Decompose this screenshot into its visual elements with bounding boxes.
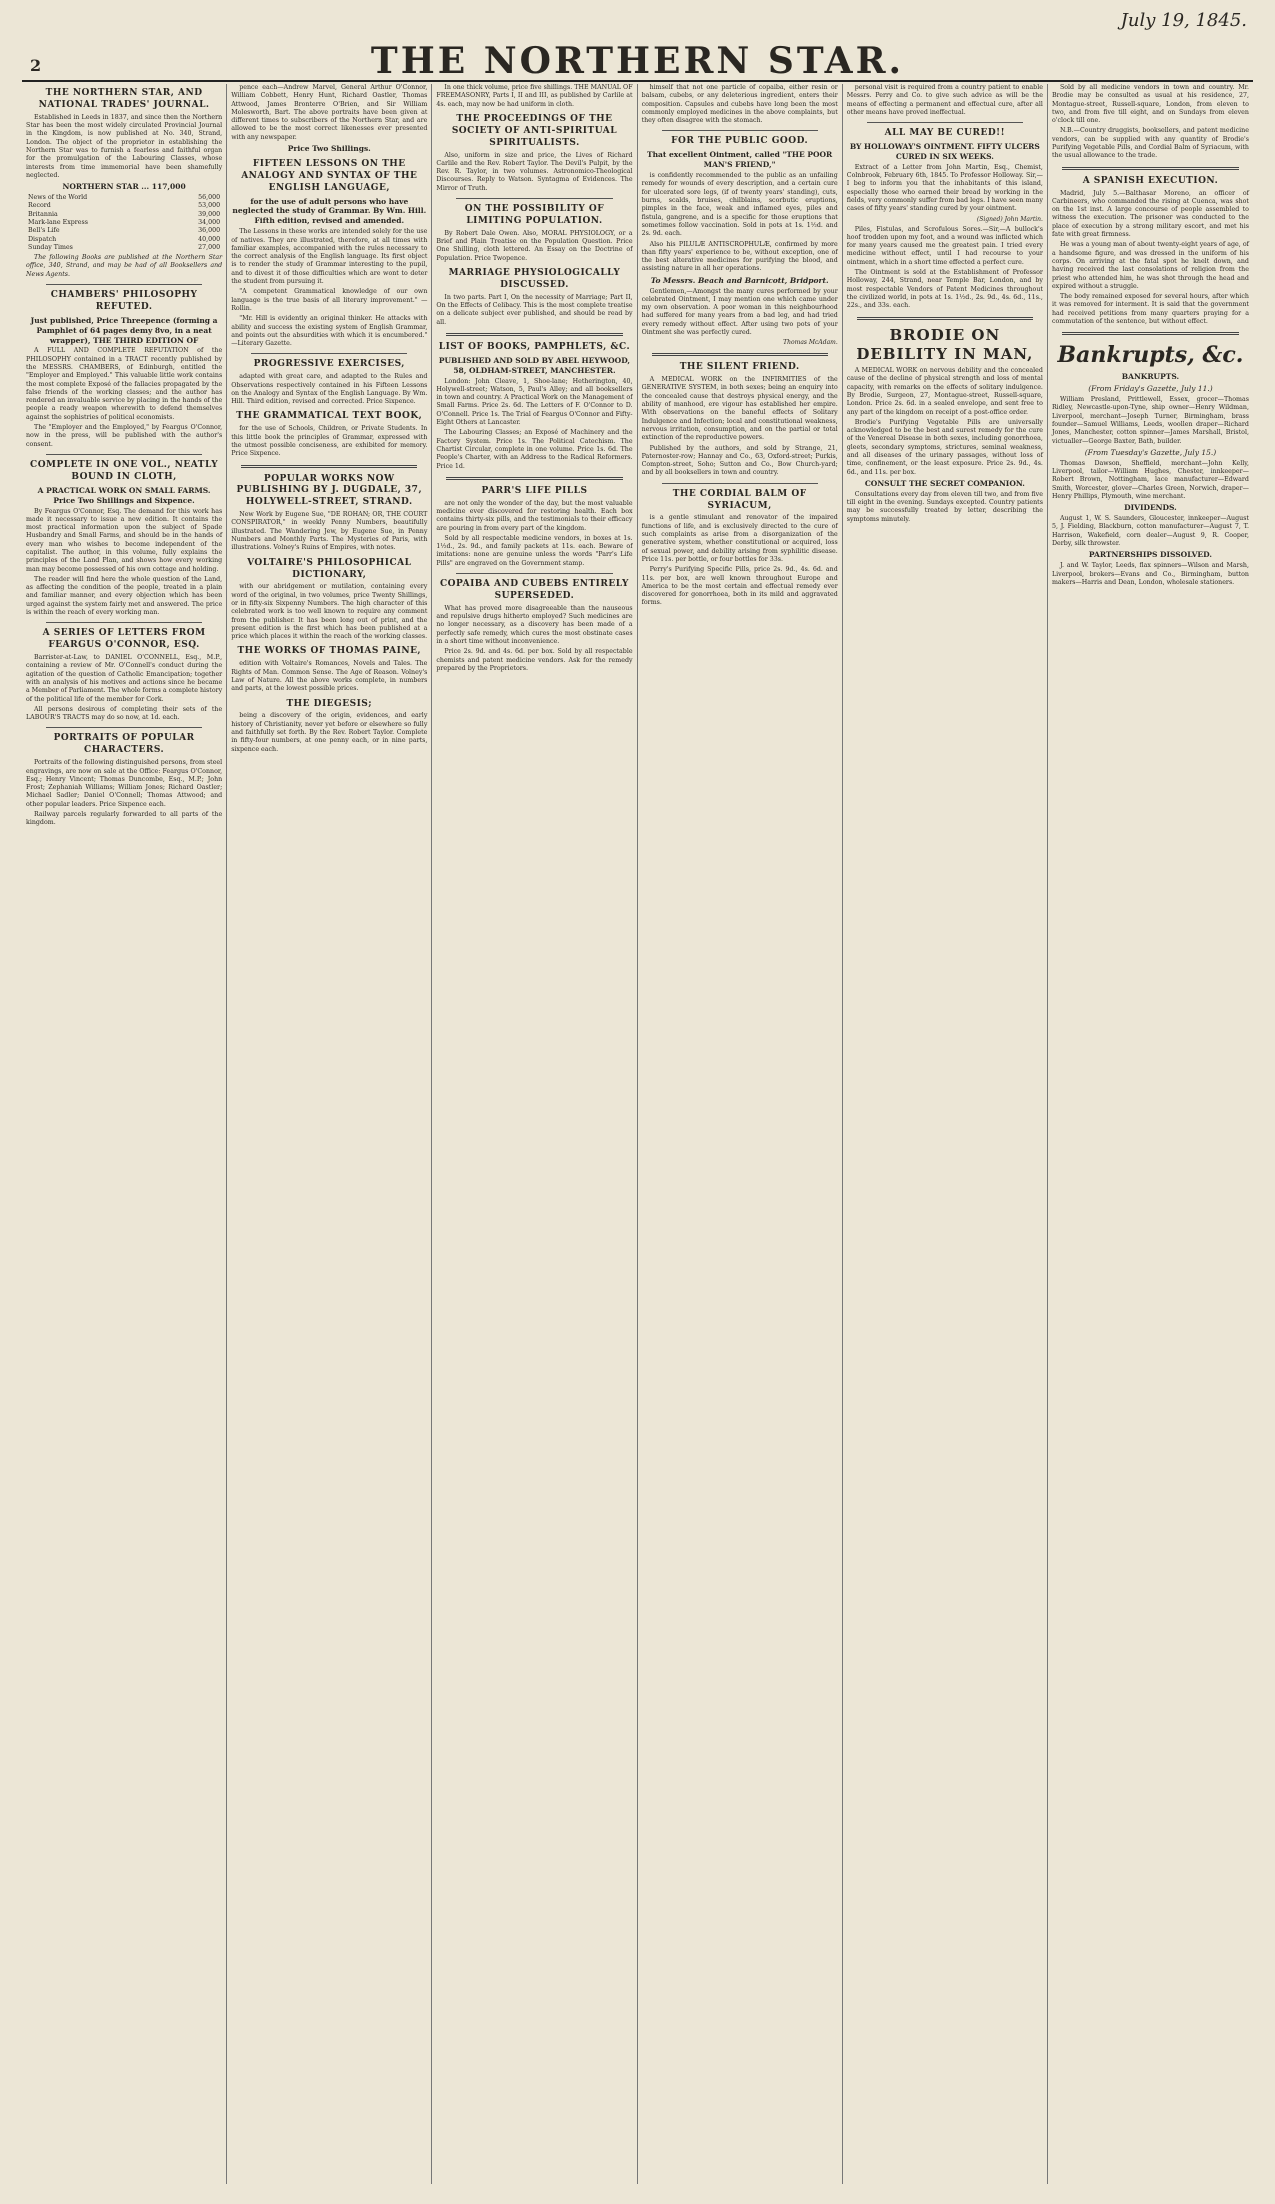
cordial-balm-heading: THE CORDIAL BALM OF SYRIACUM, <box>672 488 807 511</box>
circulation-note: The following Books are published at the Northern Star office, 340, Strand, and may be had of all Booksellers and News Agents. <box>26 254 223 278</box>
holloway-heading: ALL MAY BE CURED!! <box>884 128 1006 139</box>
column-5-opening: personal visit is required from a country patient to enable Messrs. Perry and Co. to give such advice as will be the means of effecting a permanent and effectual cure, after all other means have proved ineffectual. <box>846 84 1043 116</box>
table-row: Record 53,000 <box>28 202 221 210</box>
divider <box>456 198 612 199</box>
brodie-heading: BRODIE ON DEBILITY IN MAN, <box>856 325 1034 364</box>
chambers-advert <box>26 290 222 449</box>
copaiba-body: What has proved more disagreeable than the nauseous and repulsive drugs hitherto employed? Such medicines are no longer necessary, as a discovery has been made of a perfectly safe remedy, which cures the most obstinate cases in a short time without inconvenience. <box>436 604 633 645</box>
diegesis-heading: THE DIEGESIS; <box>286 698 373 709</box>
small-farms-advert <box>26 460 222 617</box>
testimonial-heading: To Messrs. Beach and Barnicott, Bridport. <box>650 275 829 285</box>
marriage-heading: MARRIAGE PHYSIOLOGICALLY DISCUSSED. <box>448 267 621 290</box>
bankrupts-list: William Presland, Prittlewell, Essex, grocer—Thomas Ridley, Newcastle-upon-Tyne, ship owner—Henry Wildman, Liverpool, merchant—Joseph Turner, Birmingham, brass founder—Samuel Williams, Leeds, woollen draper—Richard Jones, Manchester, cotton spinner—James Marshall, Bristol, victualler—George Baxter, Bath, builder. <box>1051 396 1249 445</box>
perry-continued <box>847 84 1043 117</box>
columns <box>22 84 1253 2184</box>
small-farms-body: By Feargus O'Connor, Esq. The demand for this work has made it necessary to issue a new edition. It contains the most practical information upon the subject of Spade Husbandry and Small Farms, and should be in the hands of every man who wishes to become independent of the capitalist. The author, in this volume, fully explains the principles of the Land Plan, and shows how every working man may become possessed of his own cottage and holding. <box>26 507 223 573</box>
circulation-table <box>26 194 222 252</box>
divider <box>652 353 828 356</box>
paine-heading: THE WORKS OF THOMAS PAINE, <box>237 646 422 657</box>
bankrupts-section <box>1052 341 1249 587</box>
chambers-sub: Just published, Price Threepence (forming a Pamphlet of 64 pages demy 8vo, in a neat wrapper), THE THIRD EDITION OF <box>30 315 218 345</box>
portraits-advert <box>26 733 222 827</box>
popular-works-body: New Work by Eugene Sue, "DE ROHAN; OR, THE COURT CONSPIRATOR," in weekly Penny Numbers, beautifully illustrated. The Wandering Jew, by Eugene Sue, in Penny Numbers and Monthly Parts. The Mysteries of Paris, with illustrations. Volney's Ruins of Empires, with notes. <box>231 511 428 552</box>
marriage-advert <box>436 268 632 327</box>
exercises-body: adapted with great care, and adapted to the Rules and Observations respectively contained in his Fifteen Lessons on the Analogy and Syntax of the English Language. By Wm. Hill. Third edition, revised and corrected. Price Sixpence. <box>231 373 428 406</box>
bankrupts-source-2: (From Tuesday's Gazette, July 15.) <box>1084 447 1217 457</box>
population-heading: ON THE POSSIBILITY OF LIMITING POPULATION. <box>464 204 605 226</box>
partnerships-heading: PARTNERSHIPS DISSOLVED. <box>1088 550 1212 560</box>
paine-advert <box>231 646 427 693</box>
society-body: Also, uniform in size and price, the Lives of Richard Carlile and the Rev. Robert Taylor. The Devil's Pulpit, by the Rev. R. Taylor, in two volumes. Astronomico-Theological Discourses. Reply to Watson. Syntagma of Evidences. The Mirror of Truth. <box>436 151 633 192</box>
column-1 <box>22 84 227 2184</box>
spanish-execution-body: Madrid, July 5.—Balthasar Moreno, an officer of Carbineers, who commanded the rising at Cuenca, was shot on the 1st inst. A large concourse of people assembled to witness the execution. The prisoner was conducted to the place of execution by a strong military escort, and met his fate with great firmness. <box>1051 189 1249 239</box>
divider <box>46 284 202 285</box>
letters-body-2: All persons desirous of completing their sets of the LABOUR'S TRACTS may do so now, at 1d. each. <box>26 705 223 722</box>
spanish-execution-heading: A SPANISH EXECUTION. <box>1082 175 1219 186</box>
column-5 <box>843 84 1048 2184</box>
column-3 <box>432 84 637 2184</box>
small-farms-sub: A PRACTICAL WORK ON SMALL FARMS. Price Two Shillings and Sixpence. <box>37 485 211 505</box>
book-list-body-2: The Labouring Classes; an Exposé of Machinery and the Factory System. Price 1s. The Political Catechism. The Chartist Circular, complete in one volume. Price 1s. 6d. The People's Charter, with an Address to the Radical Reformers. Price 1d. <box>436 429 633 470</box>
grammar-heading: FIFTEEN LESSONS ON THE ANALOGY AND SYNTAX OF THE ENGLISH LANGUAGE, <box>241 158 418 193</box>
divider <box>867 122 1023 123</box>
public-good-sub: That excellent Ointment, called "THE POOR MAN'S FRIEND," <box>647 150 833 170</box>
brodie-consult: CONSULT THE SECRET COMPANION. <box>864 478 1025 488</box>
book-list-body: London: John Cleave, 1, Shoe-lane; Hetherington, 40, Holywell-street; Watson, 5, Paul's Alley; and all booksellers in town and country. A Practical Work on the Management of Small Farms. Price 2s. 6d. The Letters of F. O'Connor to D. O'Connell. Price 1s. The Trial of Feargus O'Connor and Fifty-Eight Others at Lancaster. <box>436 377 633 427</box>
divider <box>662 130 818 131</box>
divider <box>46 454 202 455</box>
divider <box>857 317 1033 320</box>
column-4-opening: himself that not one particle of copaiba, either resin or balsam, cubebs, or any deleterious ingredient, enters their composition. Capsules and cubebs have long been the most commonly employed medicines in the above complaints, but they often disagree with the stomach. <box>641 84 838 125</box>
population-body: By Robert Dale Owen. Also, MORAL PHYSIOLOGY, or a Brief and Plain Treatise on the Population Question. Price One Shilling, cloth lettered. An Essay on the Doctrine of Population. Price Twopence. <box>436 229 633 262</box>
bankrupts-subheading: BANKRUPTS. <box>1121 372 1180 382</box>
column-3-opening: In one thick volume, price five shillings. THE MANUAL OF FREEMASONRY, Parts I, II and III, as published by Carlile at 4s. each, may now be had uniform in cloth. <box>436 84 633 108</box>
bankrupts-source: (From Friday's Gazette, July 11.) <box>1088 384 1213 394</box>
grammar-text-heading: THE GRAMMATICAL TEXT BOOK, <box>236 411 423 422</box>
column-4 <box>638 84 843 2184</box>
holloway-body-2: Piles, Fistulas, and Scrofulous Sores.—Sir,—A bullock's hoof trodden upon my foot, and a wound was inflicted which for many years caused me the greatest pain. I tried every medicine without effect, until I had recourse to your ointment, which in a short time effected a perfect cure. <box>846 225 1043 266</box>
copaiba-advert <box>436 579 632 673</box>
divider <box>241 465 417 468</box>
portraits-continued <box>231 84 427 154</box>
column-6 <box>1048 84 1253 2184</box>
copaiba-continued <box>642 84 838 125</box>
partnerships-list: J. and W. Taylor, Leeds, flax spinners—Wilson and Marsh, Liverpool, brokers—Evans and Co., Birmingham, button makers—Harris and Dean, London, wholesale stationers. <box>1051 562 1249 586</box>
voltaire-body: with our abridgement or mutilation, containing every word of the original, in two volumes, price Twenty Shillings, or in fifty-six Sixpenny Numbers. The high character of this celebrated work is too well known to require any comment from the publisher. It has been long out of print, and the present edition is the first which has been published at a price which places it within the reach of the working classes. <box>231 583 428 641</box>
grammar-text-body: for the use of Schools, Children, or Private Students. In this little book the principles of Grammar, expressed with the utmost possible conciseness, are exhibited for memory. Price Sixpence. <box>231 425 428 458</box>
letters-heading: A SERIES OF LETTERS FROM FEARGUS O'CONNOR, ESQ. <box>42 628 206 651</box>
divider <box>251 353 407 354</box>
newspaper-title: THE NORTHERN STAR. <box>370 40 905 82</box>
public-good-body: is confidently recommended to the public as an unfailing remedy for wounds of every description, and a certain cure for ulcerated sore legs, (if of twenty years' standing), cuts, burns, scalds, bruises, chilblains, scorbutic eruptions, pimples in the face, weak and inflamed eyes, piles and fistula, gangrene, and is a specific for those eruptions that sometimes follow vaccination. Sold in pots at 1s. 1½d. and 2s. 9d. each. <box>641 172 838 238</box>
portraits-note: Railway parcels regularly forwarded to all parts of the kingdom. <box>26 811 223 827</box>
public-good-heading: FOR THE PUBLIC GOOD. <box>671 136 809 147</box>
grammar-advert <box>231 159 427 348</box>
portraits-heading: PORTRAITS OF POPULAR CHARACTERS. <box>53 733 195 756</box>
small-farms-body-2: The reader will find here the whole question of the Land, as affecting the condition of the people, treated in a plain and familiar manner, and every objection which has been urged against the system fairly met and answered. The price is within the reach of every working man. <box>26 575 223 617</box>
spanish-execution-body-2: He was a young man of about twenty-eight years of age, of a handsome figure, and was dressed in the uniform of his corps. On arriving at the fatal spot he knelt down, and having received the last consolations of religion from the priest who attended him, he was shot through the head and expired without a struggle. <box>1051 241 1249 290</box>
copaiba-heading: COPAIBA AND CUBEBS ENTIRELY SUPERSEDED. <box>440 579 629 601</box>
holloway-body-3: The Ointment is sold at the Establishment of Professor Holloway, 244, Strand, near Temple Bar, London, and by most respectable Vendors of Patent Medicines throughout the civilized world, in pots at 1s. 1½d., 2s. 9d., 4s. 6d., 11s., 22s., and 33s. each. <box>846 269 1043 310</box>
holloway-sub: BY HOLLOWAY'S OINTMENT. FIFTY ULCERS CURED IN SIX WEEKS. <box>849 142 1040 161</box>
testimonial-body: Gentlemen,—Amongst the many cures performed by your celebrated Ointment, I may mention one which came under my own observation. A poor woman in this neighbourhood had suffered for many years from a bad leg, and had tried every remedy without effect. After using two pots of your Ointment she was perfectly cured. <box>641 287 838 337</box>
column-6-opening-2: N.B.—Country druggists, booksellers, and patent medicine vendors, can be supplied with any quantity of Brodie's Purifying Vegetable Pills, and Cordial Balm of Syriacum, with the usual allowance to the trade. <box>1051 127 1249 160</box>
society-heading: THE PROCEEDINGS OF THE SOCIETY OF ANTI-SPIRITUAL SPIRITUALISTS. <box>451 113 618 148</box>
spanish-execution-body-3: The body remained exposed for several hours, after which it was removed for interment. It is said that the government had received petitions from many quarters praying for a commutation of the sentence, but without effect. <box>1051 293 1249 325</box>
society-advert <box>436 114 632 193</box>
freemasonry-advert <box>436 84 632 109</box>
journal-notice <box>26 88 222 279</box>
divider <box>46 727 202 728</box>
brodie-body-2: Brodie's Purifying Vegetable Pills are universally acknowledged to be the best and surest remedy for the cure of the Venereal Disease in both sexes, including gonorrhoea, gleets, secondary symptoms, strictures, seminal weakness, and all diseases of the urinary passages, without loss of time, confinement, or the least exposure. Price 2s. 9d., 4s. 6d., and 11s. per box. <box>846 418 1043 476</box>
chambers-body: A FULL AND COMPLETE REFUTATION of the PHILOSOPHY contained in a TRACT recently published by the MESSRS. CHAMBERS, of Edinburgh, entitled the "Employer and Employed." This valuable little work contains the most complete Exposé of the fallacies propagated by the false friends of the working classes; and the author has rendered an invaluable service by placing in the hands of the people a ready weapon wherewith to defend themselves against the sophistries of political economists. <box>26 347 223 421</box>
table-row: Dispatch 40,000 <box>28 235 221 243</box>
table-row: Mark-lane Express 34,000 <box>28 218 221 226</box>
circulation-heading: NORTHERN STAR ... 117,000 <box>62 182 186 192</box>
silent-friend-advert <box>642 362 838 477</box>
grammar-sub: for the use of adult persons who have neglected the study of Grammar. By Wm. Hill. Fifth edition, revised and amended. <box>232 196 427 226</box>
column-2-opening: pence each—Andrew Marvel, General Arthur O'Connor, William Cobbett, Henry Hunt, Richard Oastler, Thomas Attwood, James Bronterre O'Brien, and Sir William Molesworth, Bart. The above portraits have been given at different times to subscribers of the Northern Star, and are allowed to be the most correct likenesses ever presented with any newspaper. <box>231 84 428 141</box>
divider <box>446 333 622 336</box>
grammar-review-1: "A competent Grammatical knowledge of our own language is the true basis of all literary improvement." —Rollin. <box>231 288 428 312</box>
holloway-advert <box>847 128 1043 310</box>
paine-body: edition with Voltaire's Romances, Novels and Tales. The Rights of Man. Common Sense. The Age of Reason. Volney's Law of Nature. All the above works complete, in numbers and parts, at the lowest possible prices. <box>231 660 428 693</box>
table-row: Britannia 39,000 <box>28 210 221 218</box>
brodie-body: A MEDICAL WORK on nervous debility and the concealed cause of the decline of physical strength and loss of mental capacity, with remarks on the effects of solitary indulgence. By Brodie, Surgeon, 27, Montague-street, Russell-square, London. Price 2s. 6d. in a sealed envelope, and sent free to any part of the kingdom on receipt of a post-office order. <box>846 367 1043 416</box>
diegesis-advert <box>231 699 427 754</box>
small-farms-heading: COMPLETE IN ONE VOL., NEATLY BOUND IN CLOTH, <box>30 459 219 482</box>
letters-body: Barrister-at-Law, to DANIEL O'CONNELL, Esq., M.P., containing a review of Mr. O'Connell's conduct during the agitation of the question of Catholic Emancipation; together with an analysis of his motives and actions since he became a Member of Parliament. The whole forms a complete history of the political life of the member for Cork. <box>26 654 223 703</box>
parr-pills-advert <box>436 486 632 568</box>
dividends-list: August 1, W. S. Saunders, Gloucester, innkeeper—August 5, J. Fielding, Blackburn, cotton manufacturer—August 7, T. Harrison, Wakefield, corn dealer—August 9, R. Cooper, Derby, silk throwster. <box>1051 515 1249 548</box>
parr-pills-body: are not only the wonder of the day, but the most valuable medicine ever discovered for restoring health. Each box contains thirty-six pills, and the testimonials to their efficacy are pouring in from every part of the kingdom. <box>436 499 633 532</box>
holloway-signature: (Signed) John Martin. <box>976 215 1043 223</box>
silent-friend-body-2: Published by the authors, and sold by Strange, 21, Paternoster-row; Hannay and Co., 63, Oxford-street; Purkis, Compton-street, Soho; Sutton and Co., Bow Church-yard; and by all booksellers in town and country. <box>641 444 838 477</box>
public-good-advert <box>642 136 838 347</box>
marriage-body: In two parts. Part I, On the necessity of Marriage; Part II, On the Effects of Celibacy. This is the most complete treatise on a delicate subject ever published, and should be read by all. <box>436 293 633 326</box>
voltaire-advert <box>231 558 427 642</box>
masthead <box>22 10 1253 82</box>
parr-pills-heading: PARR'S LIFE PILLS <box>481 485 588 496</box>
divider <box>1062 332 1239 335</box>
page-number: 2 <box>30 56 42 75</box>
grammar-body: The Lessons in these works are intended solely for the use of natives. They are illustrated, therefore, at all times with familiar examples, accompanied with the rules necessary to the correct analysis of the English language. Its first object is to render the study of Grammar interesting to the pupil, and to divest it of those difficulties which are wont to deter the student from pursuing it. <box>231 228 428 286</box>
book-list-sub: PUBLISHED AND SOLD BY ABEL HEYWOOD, 58, OLDHAM-STREET, MANCHESTER. <box>438 355 631 375</box>
spanish-execution-article <box>1052 176 1249 327</box>
table-row: Bell's Life 36,000 <box>28 227 221 235</box>
grammar-text-advert <box>231 411 427 458</box>
divider <box>46 622 202 623</box>
voltaire-heading: VOLTAIRE'S PHILOSOPHICAL DICTIONARY, <box>247 557 412 580</box>
copaiba-body-2: Price 2s. 9d. and 4s. 6d. per box. Sold by all respectable chemists and patent medicine vendors. Ask for the remedy prepared by the Proprietors. <box>436 648 633 672</box>
public-good-body-2: Also his PILULÆ ANTISCROPHULÆ, confirmed by more than fifty years' experience to be, without exception, one of the best alterative medicines for purifying the blood, and assisting nature in all her operations. <box>641 240 838 273</box>
journal-intro: Established in Leeds in 1837, and since then the Northern Star has been the most widely circulated Provincial Journal in the Kingdom, is now published at No. 340, Strand, London. The object of the proprietor in establishing the Northern Star was to furnish a fearless and faithful organ for the promulgation of the Labouring Classes, whose interests from time immemorial have been shamefully neglected. <box>26 113 223 179</box>
book-list <box>436 342 632 471</box>
column-6-opening: Sold by all medicine vendors in town and country. Mr. Brodie may be consulted as usual at his residence, 27, Montague-street, Russell-square, London, from eleven to two, and from five till eight, and on Sundays from eleven o'clock till one. <box>1051 84 1249 125</box>
journal-title: THE NORTHERN STAR, AND NATIONAL TRADES' JOURNAL. <box>38 88 210 110</box>
parr-pills-body-2: Sold by all respectable medicine vendors, in boxes at 1s. 1½d., 2s. 9d., and family packets at 11s. each. Beware of imitations: none are genuine unless the words "Parr's Life Pills" are engraved on the Government stamp. <box>436 534 633 567</box>
divider <box>456 573 612 574</box>
dividends-heading: DIVIDENDS. <box>1124 503 1177 513</box>
silent-friend-body: A MEDICAL WORK on the INFIRMITIES of the GENERATIVE SYSTEM, in both sexes; being an enquiry into the concealed cause that destroys physical energy, and the ability of manhood, ere vigour has established her empire. With observations on the baneful effects of Solitary Indulgence and Infection; local and constitutional weakness, nervous irritation, consumption, and on the partial or total extinction of the reproductive powers. <box>641 376 838 442</box>
cordial-balm-advert <box>642 489 838 608</box>
divider <box>1062 167 1239 170</box>
population-advert <box>436 204 632 263</box>
table-row: News of the World 56,000 <box>28 194 221 202</box>
testimonial-signature: Thomas McAdam. <box>783 339 838 347</box>
popular-works-heading: POPULAR WORKS NOW PUBLISHING BY J. DUGDALE, 37, HOLYWELL-STREET, STRAND. <box>236 473 423 508</box>
brodie-continued <box>1052 84 1249 161</box>
cordial-balm-body-2: Perry's Purifying Specific Pills, price 2s. 9d., 4s. 6d. and 11s. per box, are well known throughout Europe and America to be the most certain and effectual remedy ever discovered for gonorrhoea, both in its mild and aggravated forms. <box>641 566 838 607</box>
book-list-heading: LIST OF BOOKS, PAMPHLETS, &C. <box>438 341 631 352</box>
chambers-quote: The "Employer and the Employed," by Feargus O'Connor, now in the press, will be published with the author's consent. <box>26 424 223 448</box>
brodie-advert <box>847 326 1043 525</box>
bankrupts-heading: Bankrupts, &c. <box>1057 342 1244 369</box>
table-row: Sunday Times 27,000 <box>28 243 221 251</box>
bankrupts-list-2: Thomas Dawson, Sheffield, merchant—John Kelly, Liverpool, tailor—William Hughes, Chester, innkeeper—Robert Brown, Nottingham, lace manufacturer—Edward Smith, Worcester, glover—Charles Green, Norwich, draper—Henry Phillips, Plymouth, wine merchant. <box>1051 459 1249 500</box>
grammar-review-2: "Mr. Hill is evidently an original thinker. He attacks with ability and success the existing system of English Grammar, and points out the absurdities with which it is encumbered." —Literary Gazette. <box>231 315 428 348</box>
cordial-balm-body: is a gentle stimulant and renovator of the impaired functions of life, and is exclusively directed to the cure of such complaints as arise from a disorganization of the generative system, whether constitutional or acquired, loss of sexual power, and debility arising from syphilitic disease. Price 11s. per bottle, or four bottles for 33s. <box>641 514 838 563</box>
divider <box>446 477 622 480</box>
holloway-body: Extract of a Letter from John Martin, Esq., Chemist, Colnbrook, February 6th, 1845. To Professor Holloway. Sir,—I beg to inform you that the inhabitants of this island, especially those who earned their bread by working in the fields, very commonly suffer from bad legs. I have seen many cases of fifty years' standing cured by your ointment. <box>846 163 1043 213</box>
brodie-body-3: Consultations every day from eleven till two, and from five till eight in the evening. Sundays excepted. Country patients may be successfully treated by letter, describing the symptoms minutely. <box>846 490 1043 523</box>
column-2 <box>227 84 432 2184</box>
issue-date: July 19, 1845. <box>1120 10 1247 31</box>
silent-friend-heading: THE SILENT FRIEND. <box>679 362 800 373</box>
diegesis-body: being a discovery of the origin, evidences, and early history of Christianity, never yet before or elsewhere so fully and faithfully set forth. By the Rev. Robert Taylor. Complete in fifty-four numbers, at one penny each, or in nine parts, sixpence each. <box>231 712 428 753</box>
chambers-heading: CHAMBERS' PHILOSOPHY REFUTED. <box>50 289 198 312</box>
exercises-advert <box>231 359 427 406</box>
newspaper-page <box>22 10 1253 2190</box>
price-line: Price Two Shillings. <box>287 144 371 154</box>
portraits-body: Portraits of the following distinguished persons, from steel engravings, are now on sale at the Office: Feargus O'Connor, Esq.; Henry Vincent; Thomas Duncombe, Esq., M.P.; John Frost; Zephaniah Williams; William Jones; Richard Oastler; Michael Sadler; Daniel O'Connell; Thomas Attwood; and other popular leaders. Price Sixpence each. <box>26 759 223 808</box>
popular-works-advert <box>231 474 427 553</box>
exercises-heading: PROGRESSIVE EXERCISES, <box>253 359 405 370</box>
divider <box>662 483 818 484</box>
letters-advert <box>26 628 222 722</box>
